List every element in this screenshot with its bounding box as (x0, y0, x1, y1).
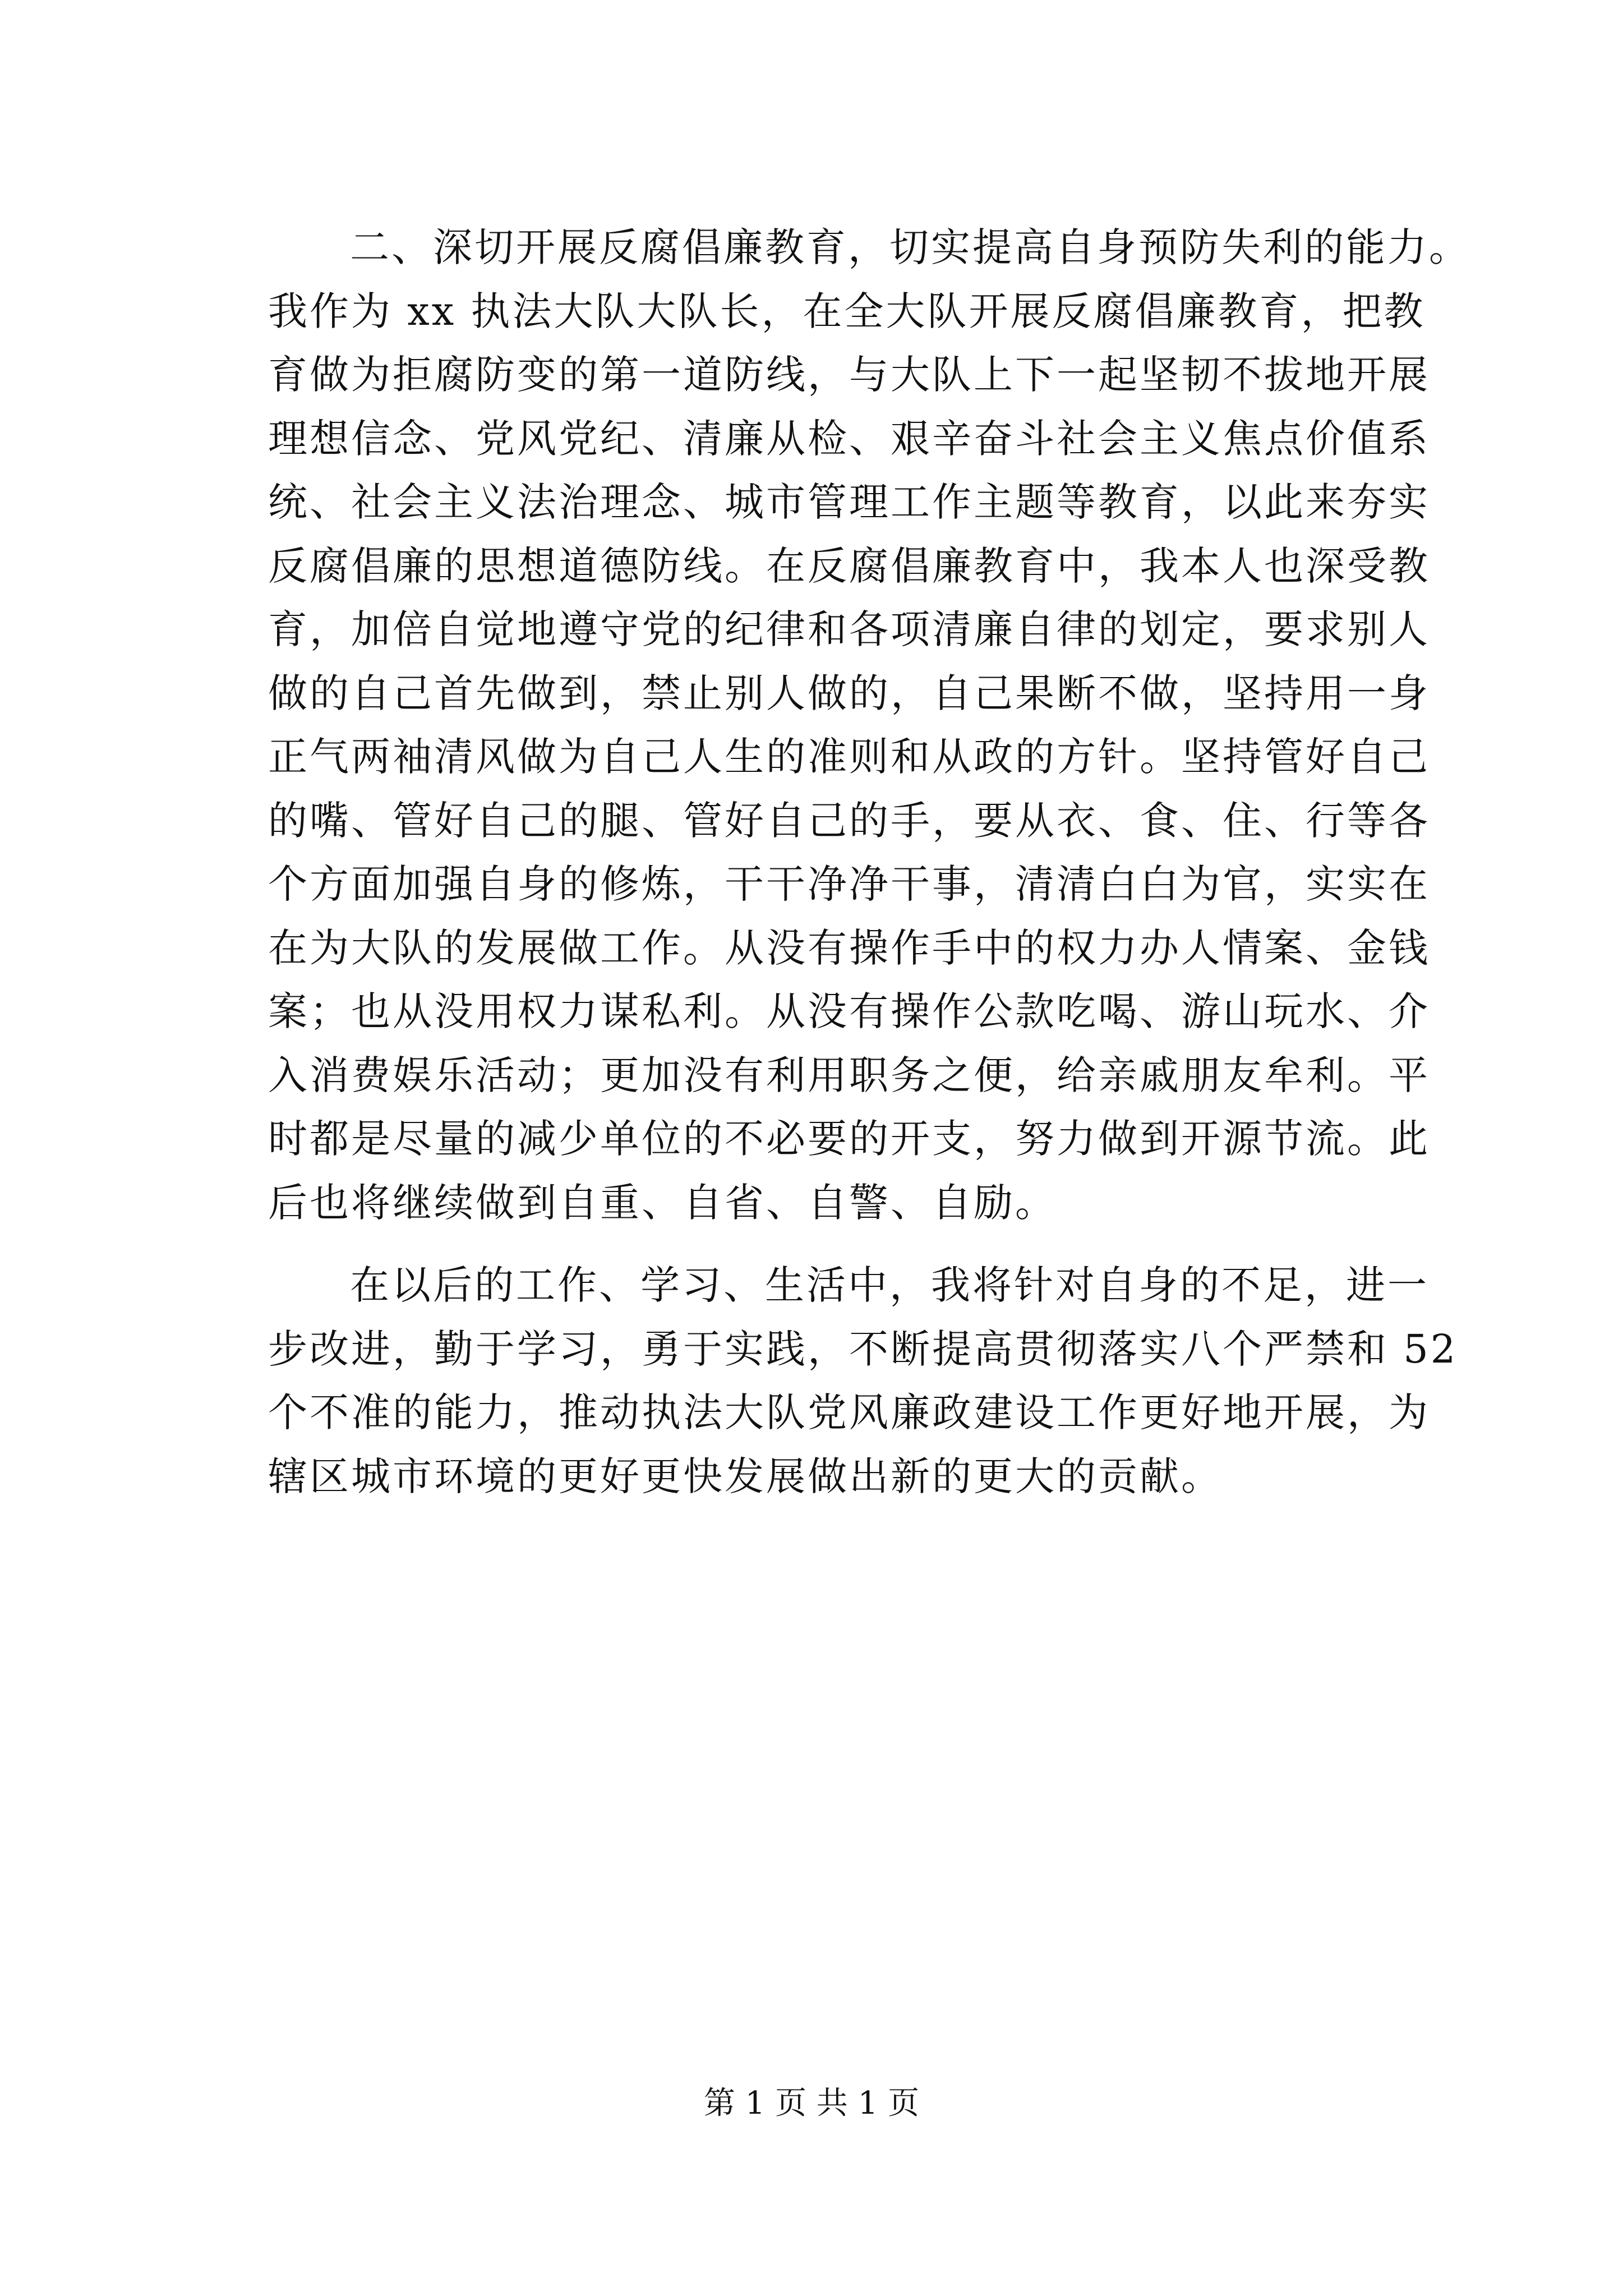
text-line: 步改进，勤于学习，勇于实践，不断提高贯彻落实八个严禁和 52 (268, 1326, 1458, 1372)
page-number-label: 第 1 页 共 1 页 (703, 2085, 920, 2122)
text-line: 正气两袖清风做为自己人生的准则和从政的方针。坚持管好自己 (268, 734, 1430, 780)
paragraph-spacer (268, 1235, 1357, 1254)
text-line: 入消费娱乐活动；更加没有利用职务之便，给亲戚朋友牟利。平 (268, 1052, 1430, 1098)
text-line: 反腐倡廉的思想道德防线。在反腐倡廉教育中，我本人也深受教 (268, 542, 1430, 589)
text-line: 理想信念、党风党纪、清廉从检、艰辛奋斗社会主义焦点价值系 (268, 415, 1430, 462)
document-body (268, 216, 1470, 1508)
text-line: 辖区城市环境的更好更快发展做出新的更大的贡献。 (268, 1453, 1223, 1499)
text-line: 育做为拒腐防变的第一道防线，与大队上下一起坚韧不拔地开展 (268, 352, 1430, 398)
text-line: 案；也从没用权力谋私利。从没有操作公款吃喝、游山玩水、介 (268, 988, 1430, 1034)
paragraph-1 (268, 216, 1470, 1235)
text-line: 做的自己首先做到，禁止别人做的，自己果断不做，坚持用一身 (268, 670, 1430, 716)
text-line: 二、深切开展反腐倡廉教育，切实提高自身预防失利的能力。 (350, 224, 1470, 270)
text-line: 育，加倍自觉地遵守党的纪律和各项清廉自律的划定，要求别人 (268, 606, 1430, 652)
text-line: 个方面加强自身的修炼，干干净净干事，清清白白为官，实实在 (268, 861, 1430, 907)
text-line: 在为大队的发展做工作。从没有操作手中的权力办人情案、金钱 (268, 924, 1430, 971)
text-line: 在以后的工作、学习、生活中，我将针对自身的不足，进一 (350, 1262, 1429, 1308)
text-line: 后也将继续做到自重、自省、自警、自励。 (268, 1179, 1057, 1226)
text-line: 个不准的能力，推动执法大队党风廉政建设工作更好地开展，为 (268, 1389, 1430, 1435)
page-footer (0, 2081, 1623, 2126)
paragraph-2 (268, 1254, 1458, 1508)
text-line: 统、社会主义法治理念、城市管理工作主题等教育，以此来夯实 (268, 479, 1430, 525)
text-line: 我作为 xx 执法大队大队长，在全大队开展反腐倡廉教育，把教 (268, 288, 1426, 334)
text-line: 的嘴、管好自己的腿、管好自己的手，要从衣、食、住、行等各 (268, 797, 1430, 844)
text-line: 时都是尽量的减少单位的不必要的开支，努力做到开源节流。此 (268, 1116, 1430, 1162)
